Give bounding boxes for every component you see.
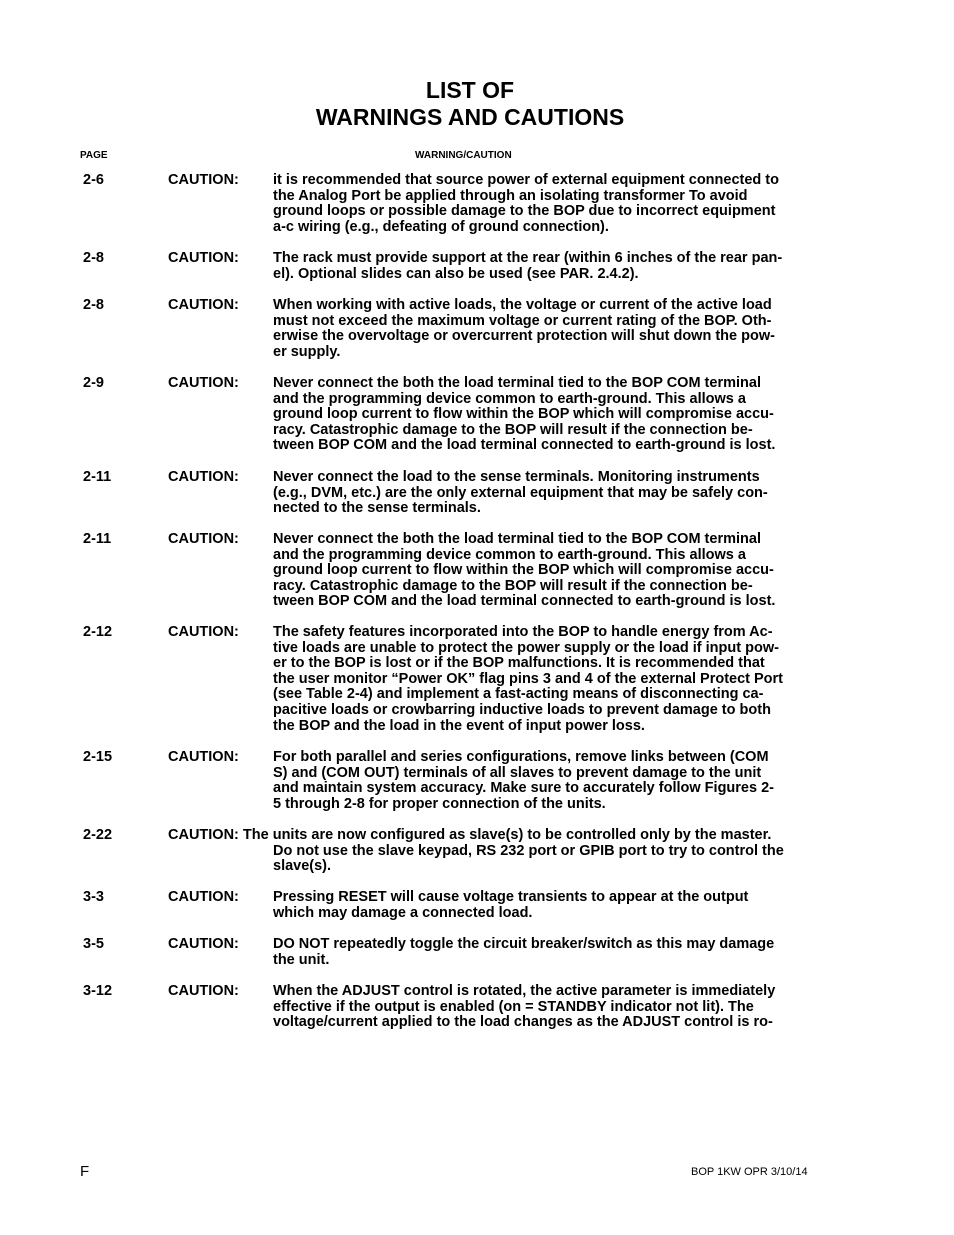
- entry-page-number: 2-11: [83, 531, 112, 547]
- entry-text-line: tween BOP COM and the load terminal connected to earth-ground is lost.: [273, 437, 776, 454]
- entry-page-number: 2-9: [83, 375, 104, 391]
- entry-text-line: racy. Catastrophic damage to the BOP will result if the connection be-: [273, 577, 753, 594]
- entry-label: CAUTION:: [168, 889, 239, 905]
- entry-text-line: Never connect the both the load terminal tied to the BOP COM terminal: [273, 531, 761, 547]
- entry-text-line: Never connect the load to the sense terminals. Monitoring instruments: [273, 469, 760, 485]
- entry-text-line: tive loads are unable to protect the power supply or the load if input pow-: [273, 639, 779, 656]
- entry-text-line: er supply.: [273, 343, 341, 360]
- entry-text-line: must not exceed the maximum voltage or current rating of the BOP. Oth-: [273, 312, 772, 329]
- entry-text-line: nected to the sense terminals.: [273, 500, 481, 517]
- entry-text-line: a-c wiring (e.g., defeating of ground connection).: [273, 218, 609, 235]
- entry-label: CAUTION:: [168, 375, 239, 391]
- entry-text: [273, 828, 784, 875]
- entry-text-line: racy. Catastrophic damage to the BOP will result if the connection be-: [273, 421, 753, 438]
- entry-text: [273, 890, 748, 921]
- entry-label: CAUTION:: [168, 250, 239, 266]
- entry-text-line: tween BOP COM and the load terminal connected to earth-ground is lost.: [273, 593, 776, 610]
- entry-text-line: (see Table 2-4) and implement a fast-acting means of disconnecting ca-: [273, 686, 764, 703]
- entry-label: CAUTION:: [168, 983, 239, 999]
- entry-page-number: 2-8: [83, 250, 104, 266]
- entry-text-line: S) and (COM OUT) terminals of all slaves to prevent damage to the unit: [273, 764, 762, 781]
- entry-label: CAUTION:: [168, 297, 239, 313]
- entry-text: [273, 376, 775, 454]
- entry-text-line: which may damage a connected load.: [273, 904, 533, 921]
- entry-label: CAUTION:: [168, 172, 239, 188]
- entry-text-line: ground loop current to flow within the BOP which will compromise accu-: [273, 562, 774, 579]
- entry-text: [273, 937, 774, 968]
- entry-page-number: 2-8: [83, 297, 104, 313]
- entry-text: [273, 298, 775, 360]
- entry-page-number: 2-12: [83, 624, 113, 640]
- entry-label: CAUTION:: [168, 936, 239, 952]
- entry-text-line: voltage/current applied to the load changes as the ADJUST control is ro-: [273, 1014, 773, 1031]
- entry-label: CAUTION:: [168, 624, 239, 640]
- entry-label: CAUTION:: [168, 531, 239, 547]
- entry-text-line: and the programming device common to earth-ground. This allows a: [273, 390, 746, 407]
- entry-text-line: ground loop current to flow within the BOP which will compromise accu-: [273, 406, 774, 423]
- column-header-page: PAGE: [80, 150, 108, 161]
- entry-text-line: The rack must provide support at the rear (within 6 inches of the rear pan-: [273, 250, 783, 266]
- entry-text-line: [273, 828, 784, 844]
- entry-text-line: el). Optional slides can also be used (see PAR. 2.4.2).: [273, 265, 639, 282]
- entry-text: [273, 750, 774, 812]
- entry-text-line: For both parallel and series configurations, remove links between (COM: [273, 749, 769, 765]
- entry-text-line: it is recommended that source power of external equipment connected to: [273, 172, 779, 188]
- title-line-1: LIST OF: [425, 77, 515, 103]
- entry-text-line: er to the BOP is lost or if the BOP malfunctions. It is recommended that: [273, 655, 765, 672]
- entry-page-number: 2-22: [83, 827, 113, 843]
- entry-text-line: Never connect the both the load terminal tied to the BOP COM terminal: [273, 375, 761, 391]
- entry-text-line: When the ADJUST control is rotated, the active parameter is immediately: [273, 983, 776, 999]
- entry-text: [273, 470, 768, 517]
- entry-text-line: DO NOT repeatedly toggle the circuit breaker/switch as this may damage: [273, 936, 775, 952]
- entry-text: [273, 173, 779, 235]
- entry-page-number: 3-5: [83, 936, 104, 952]
- entry-text-line: effective if the output is enabled (on = STANDBY indicator not lit). The: [273, 998, 754, 1015]
- entry-page-number: 2-6: [83, 172, 104, 188]
- entry-text-line: The safety features incorporated into the BOP to handle energy from Ac-: [273, 624, 773, 640]
- footer-doc-id: BOP 1KW OPR 3/10/14: [691, 1166, 808, 1178]
- footer-page-letter: F: [80, 1163, 90, 1180]
- entry-text-line: 5 through 2-8 for proper connection of the units.: [273, 795, 606, 812]
- entry-text-line: the BOP and the load in the event of input power loss.: [273, 717, 645, 734]
- entry-text-line: and maintain system accuracy. Make sure to accurately follow Figures 2-: [273, 780, 774, 797]
- entry-label: CAUTION: The units are now configured as slave(s) to be controlled only by the master.: [168, 827, 772, 843]
- entry-page-number: 2-15: [83, 749, 113, 765]
- entry-text: [273, 984, 775, 1031]
- entry-text-line: Pressing RESET will cause voltage transients to appear at the output: [273, 889, 749, 905]
- entry-text-line: slave(s).: [273, 858, 332, 875]
- entry-page-number: 3-12: [83, 983, 113, 999]
- entry-page-number: 3-3: [83, 889, 104, 905]
- title-line-2: WARNINGS AND CAUTIONS: [315, 104, 625, 130]
- entry-text-line: (e.g., DVM, etc.) are the only external equipment that may be safely con-: [273, 484, 768, 501]
- entry-label: CAUTION:: [168, 749, 239, 765]
- entry-text-line: pacitive loads or crowbarring inductive loads to prevent damage to both: [273, 701, 771, 718]
- entry-text-line: ground loops or possible damage to the BOP due to incorrect equipment: [273, 203, 776, 220]
- entry-label: CAUTION:: [168, 469, 239, 485]
- entry-text-line: When working with active loads, the voltage or current of the active load: [273, 297, 772, 313]
- entry-text: [273, 532, 775, 610]
- entry-text-line: the user monitor “Power OK” flag pins 3 and 4 of the external Protect Port: [273, 670, 784, 687]
- column-header-warning: WARNING/CAUTION: [415, 150, 512, 161]
- entry-text-line: the unit.: [273, 951, 330, 968]
- entry-text: [273, 625, 783, 734]
- entry-text-line: the Analog Port be applied through an isolating transformer To avoid: [273, 187, 748, 204]
- entry-text-line: erwise the overvoltage or overcurrent protection will shut down the pow-: [273, 328, 775, 345]
- entry-text-line: Do not use the slave keypad, RS 232 port or GPIB port to try to control the: [273, 842, 784, 859]
- entry-text-line: and the programming device common to earth-ground. This allows a: [273, 546, 746, 563]
- entry-page-number: 2-11: [83, 469, 112, 485]
- page-title: [0, 77, 940, 131]
- entry-text: [273, 251, 782, 282]
